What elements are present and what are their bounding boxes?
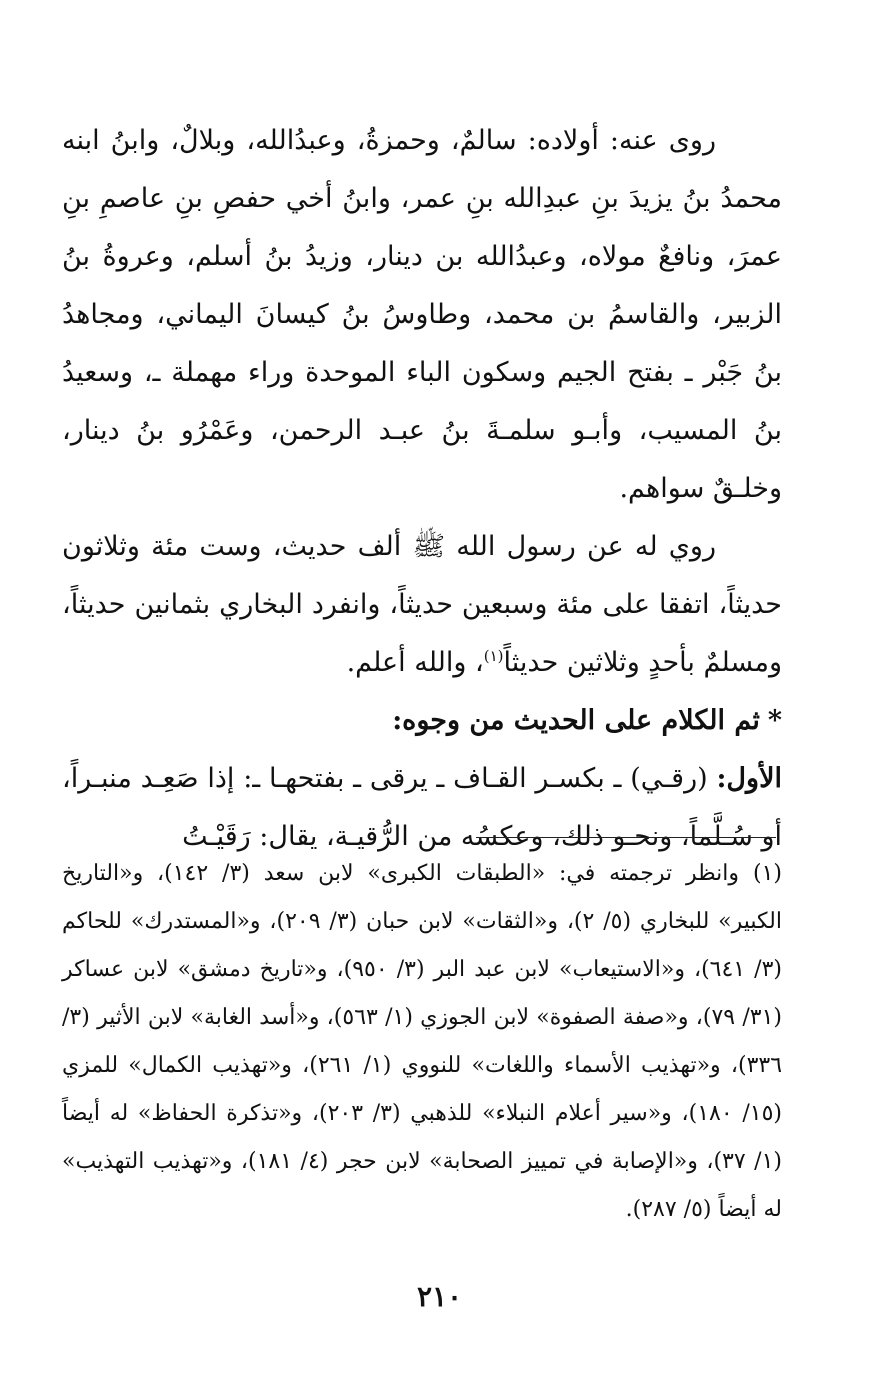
footnote-divider	[476, 837, 776, 838]
footnote	[62, 850, 782, 1234]
main-text	[62, 112, 782, 866]
footnote-paragraph	[62, 850, 782, 1234]
footnote-text: وانظر ترجمته في: «الطبقات الكبرى» لابن سعد (٣/ ١٤٢)، و«التاريخ الكبير» للبخاري (٥/ ٢)، و«الثقات» لابن حبان (٣/ ٢٠٩)، و«المستدرك» للحاكم (٣/ ٦٤١)، و«الاستيعاب» لابن عبد البر (٣/ ٩٥٠)، و«تاريخ دمشق» لابن عساكر (٣١/ ٧٩)، و«صفة الصفوة» لابن الجوزي (١/ ٥٦٣)، و«أسد الغابة» لابن الأثير (٣/ ٣٣٦)، و«تهذيب الأسماء واللغات» للنووي (١/ ٢٦١)، و«تهذيب الكمال» للمزي (١٥/ ١٨٠)، و«سير أعلام النبلاء» للذهبي (٣/ ٢٠٣)، و«تذكرة الحفاظ» له أيضاً (١/ ٣٧)، و«الإصابة في تمييز الصحابة» لابن حجر (٤/ ١٨١)، و«تهذيب التهذيب» له أيضاً (٥/ ٢٨٧).	[62, 861, 783, 1222]
paragraph-hadith-count	[62, 518, 782, 692]
footnote-reference[interactable]: (١)	[483, 647, 504, 665]
hadith-count-end: ، والله أعلم.	[346, 647, 484, 678]
star-icon: *	[767, 705, 782, 736]
section-heading	[62, 692, 782, 750]
footnote-number: (١)	[753, 861, 783, 886]
first-aspect-label: الأول:	[716, 763, 782, 794]
hadith-count-text: روي له عن رسول الله ﷺ ألف حديث، وست مئة وثلاثون حديثاً، اتفقا على مئة وسبعين حديثاً، وانفرد البخاري بثمانين حديثاً، ومسلمٌ بأحدٍ وثلاثين حديثاً	[62, 531, 782, 678]
paragraph-narrators: روى عنه: أولاده: سالمٌ، وحمزةُ، وعبدُالله، وبلالٌ، وابنُ ابنه محمدُ بنُ يزيدَ بنِ عبدِالله بنِ عمر، وابنُ أخي حفصِ بنِ عاصمِ بنِ عمرَ، ونافعٌ مولاه، وعبدُالله بن دينار، وزيدُ بنُ أسلم، وعروةُ بنُ الزبير، والقاسمُ بن محمد، وطاوسُ بنُ كيسانَ اليماني، ومجاهدُ بنُ جَبْر ـ بفتح الجيم وسكون الباء الموحدة وراء مهملة ـ، وسعيدُ بنُ المسيب، وأبـو سلمـةَ بنُ عبـد الرحمن، وعَمْرُو بنُ دينار، وخلـقٌ سواهم.	[62, 125, 782, 504]
paragraph-first-aspect	[62, 750, 782, 866]
first-aspect-text: (رقـي) ـ بكسـر القـاف ـ يرقى ـ بفتحهـا ـ: إذا صَعِـد منبـراً، أو سُـلَّماً، ونحـو ذلك، وعكسُه من الرُّقيـة، يقال: رَقَيْـتُ	[62, 763, 782, 852]
section-heading-text: ثم الكلام على الحديث من وجوه:	[392, 705, 760, 736]
page-number: ٢١٠	[416, 1280, 463, 1313]
